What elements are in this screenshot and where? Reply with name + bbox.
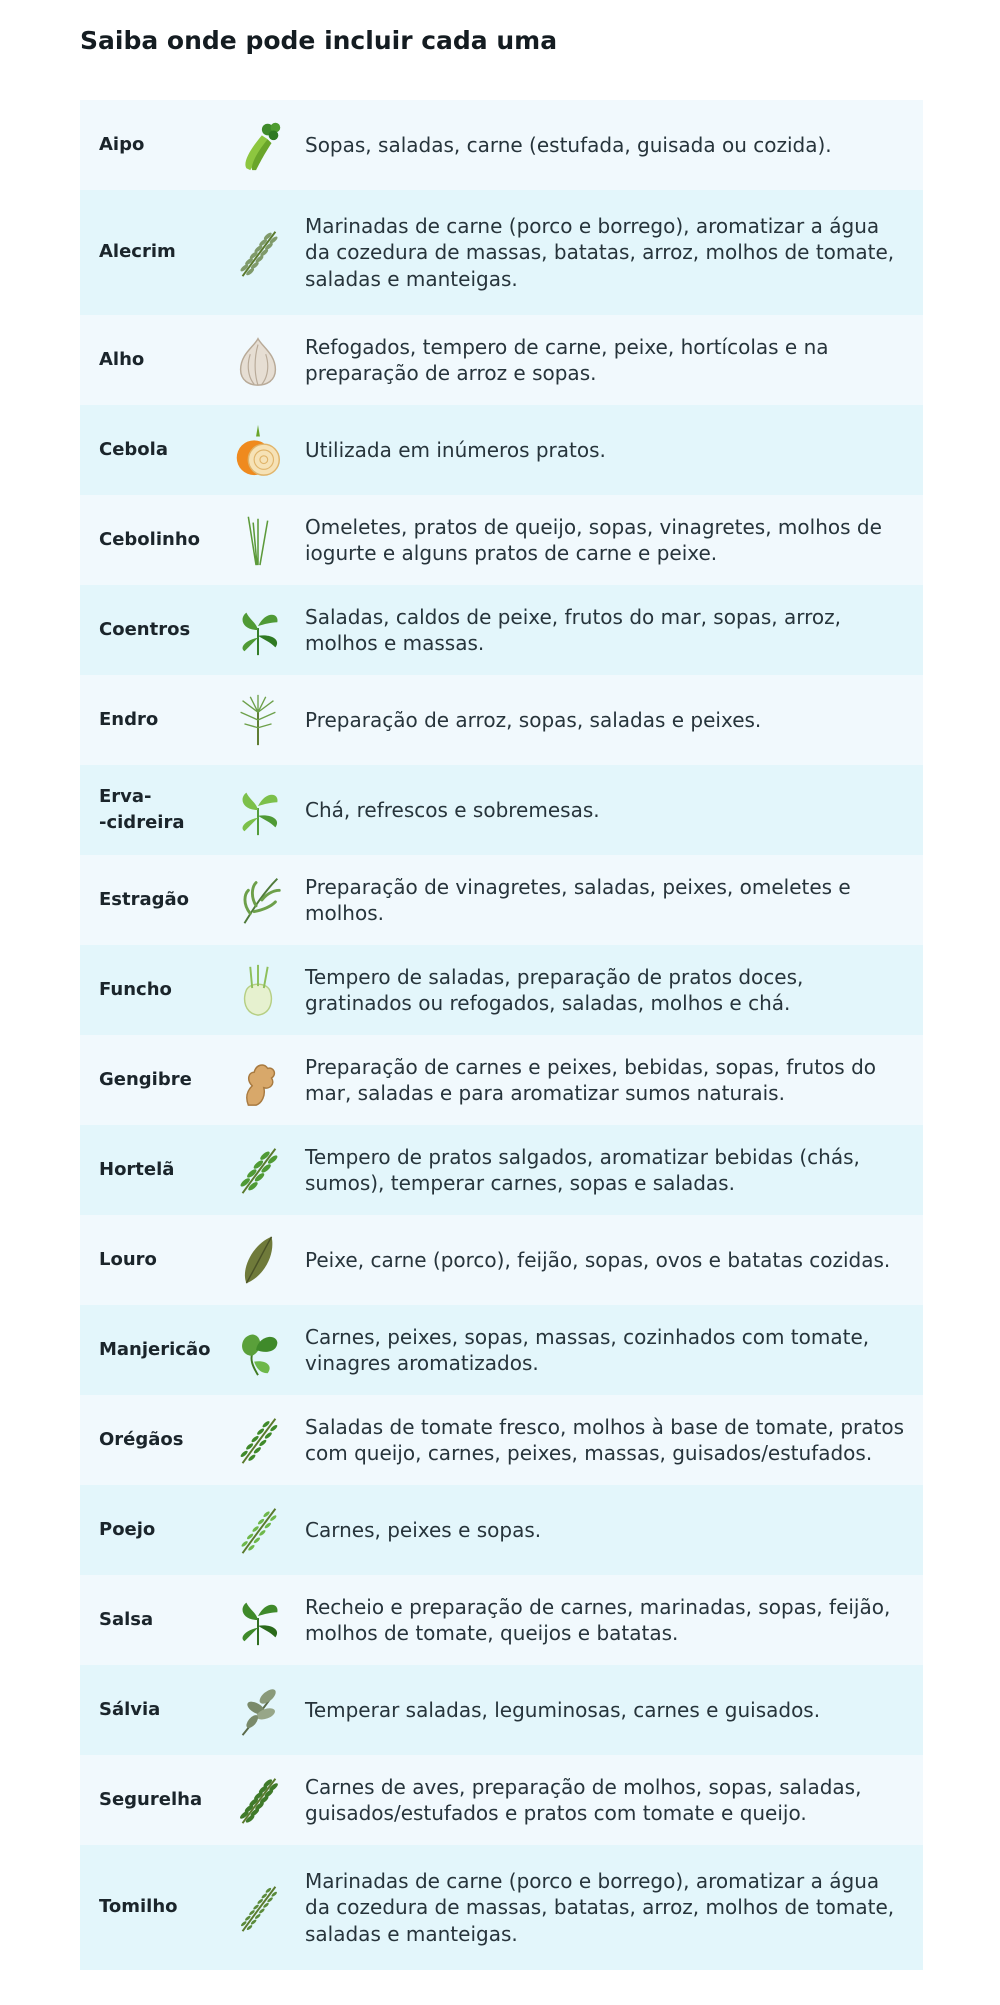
oregano-icon <box>211 1411 305 1469</box>
table-row <box>80 1485 923 1575</box>
savory-icon <box>211 1771 305 1829</box>
parsley-icon <box>211 1591 305 1649</box>
herb-name: Salsa <box>99 1608 154 1630</box>
herb-name: Coentros <box>99 618 191 640</box>
herb-description: Sopas, saladas, carne (estufada, guisada ou cozida). <box>305 132 832 157</box>
dill-icon <box>211 691 305 749</box>
herb-description: Carnes, peixes, sopas, massas, cozinhados com tomate, vinagres aromatizados. <box>305 1324 870 1375</box>
herb-description: Tempero de pratos salgados, aromatizar bebidas (chás, sumos), temperar carnes, sopas e saladas. <box>305 1144 860 1195</box>
table-row <box>80 585 923 675</box>
herb-name: Segurelha <box>99 1788 203 1810</box>
herb-description: Preparação de carnes e peixes, bebidas, sopas, frutos do mar, saladas e para aromatizar sumos naturais. <box>305 1054 876 1105</box>
herb-name: Tomilho <box>99 1896 178 1918</box>
herb-description: Preparação de arroz, sopas, saladas e peixes. <box>305 707 762 732</box>
herb-description: Temperar saladas, leguminosas, carnes e guisados. <box>305 1697 821 1722</box>
ginger-icon <box>211 1051 305 1109</box>
herb-name: Cebola <box>99 438 168 460</box>
herb-name: Alecrim <box>99 241 176 263</box>
lemon-balm-icon <box>211 781 305 839</box>
table-row <box>80 765 923 855</box>
herb-name: Endro <box>99 708 159 730</box>
table-row <box>80 495 923 585</box>
table-row <box>80 1035 923 1125</box>
bay-leaf-icon <box>211 1231 305 1289</box>
herb-description: Recheio e preparação de carnes, marinadas, sopas, feijão, molhos de tomate, queijos e batatas. <box>305 1594 891 1645</box>
herb-name: Alho <box>99 348 145 370</box>
rosemary-icon <box>211 224 305 282</box>
table-row <box>80 405 923 495</box>
herb-description: Carnes de aves, preparação de molhos, sopas, saladas, guisados/estufados e pratos com tomate e queijo. <box>305 1774 862 1825</box>
herb-description: Peixe, carne (porco), feijão, sopas, ovos e batatas cozidas. <box>305 1247 891 1272</box>
table-row <box>80 1125 923 1215</box>
herb-description: Refogados, tempero de carne, peixe, hortícolas e na preparação de arroz e sopas. <box>305 334 829 385</box>
herb-name: Sálvia <box>99 1698 161 1720</box>
garlic-icon <box>211 331 305 389</box>
herb-name: Erva- -cidreira <box>99 785 185 833</box>
onion-icon <box>211 421 305 479</box>
page-title: Saiba onde pode incluir cada uma <box>80 26 558 55</box>
tarragon-icon <box>211 871 305 929</box>
fennel-icon <box>211 961 305 1019</box>
chives-icon <box>211 511 305 569</box>
table-row <box>80 855 923 945</box>
herb-name: Cebolinho <box>99 528 201 550</box>
herb-description: Saladas de tomate fresco, molhos à base de tomate, pratos com queijo, carnes, peixes, massas, guisados/estufados. <box>305 1414 904 1465</box>
table-row <box>80 1665 923 1755</box>
herb-name: Aipo <box>99 133 145 155</box>
table-row <box>80 100 923 190</box>
table-row <box>80 945 923 1035</box>
herb-name: Poejo <box>99 1518 156 1540</box>
mint-icon <box>211 1141 305 1199</box>
table-row <box>80 1395 923 1485</box>
herb-name: Funcho <box>99 978 172 1000</box>
table-row <box>80 190 923 315</box>
table-row <box>80 675 923 765</box>
thyme-icon <box>211 1879 305 1937</box>
herbs-table <box>80 100 923 1970</box>
pennyroyal-icon <box>211 1501 305 1559</box>
table-row <box>80 1575 923 1665</box>
herb-description: Marinadas de carne (porco e borrego), aromatizar a água da cozedura de massas, batatas, arroz, molhos de tomate, saladas e manteigas. <box>305 1868 895 1946</box>
basil-icon <box>211 1321 305 1379</box>
herb-description: Preparação de vinagretes, saladas, peixes, omeletes e molhos. <box>305 874 851 925</box>
herb-description: Omeletes, pratos de queijo, sopas, vinagretes, molhos de iogurte e alguns pratos de carne e peixe. <box>305 514 882 565</box>
coriander-icon <box>211 601 305 659</box>
herb-description: Tempero de saladas, preparação de pratos doces, gratinados ou refogados, saladas, molhos e chá. <box>305 964 804 1015</box>
table-row <box>80 1215 923 1305</box>
table-row <box>80 1755 923 1845</box>
herb-name: Louro <box>99 1248 157 1270</box>
table-row <box>80 315 923 405</box>
table-row <box>80 1845 923 1970</box>
herb-description: Utilizada em inúmeros pratos. <box>305 437 606 462</box>
herb-description: Chá, refrescos e sobremesas. <box>305 797 600 822</box>
herb-description: Carnes, peixes e sopas. <box>305 1517 542 1542</box>
table-row <box>80 1305 923 1395</box>
sage-icon <box>211 1681 305 1739</box>
herb-name: Hortelã <box>99 1158 175 1180</box>
herb-name: Manjericão <box>99 1338 211 1360</box>
herb-name: Estragão <box>99 888 190 910</box>
herb-description: Marinadas de carne (porco e borrego), aromatizar a água da cozedura de massas, batatas, arroz, molhos de tomate, saladas e manteigas. <box>305 213 895 291</box>
herb-description: Saladas, caldos de peixe, frutos do mar, sopas, arroz, molhos e massas. <box>305 604 842 655</box>
herb-name: Orégãos <box>99 1428 184 1450</box>
herb-name: Gengibre <box>99 1068 192 1090</box>
celery-icon <box>211 116 305 174</box>
